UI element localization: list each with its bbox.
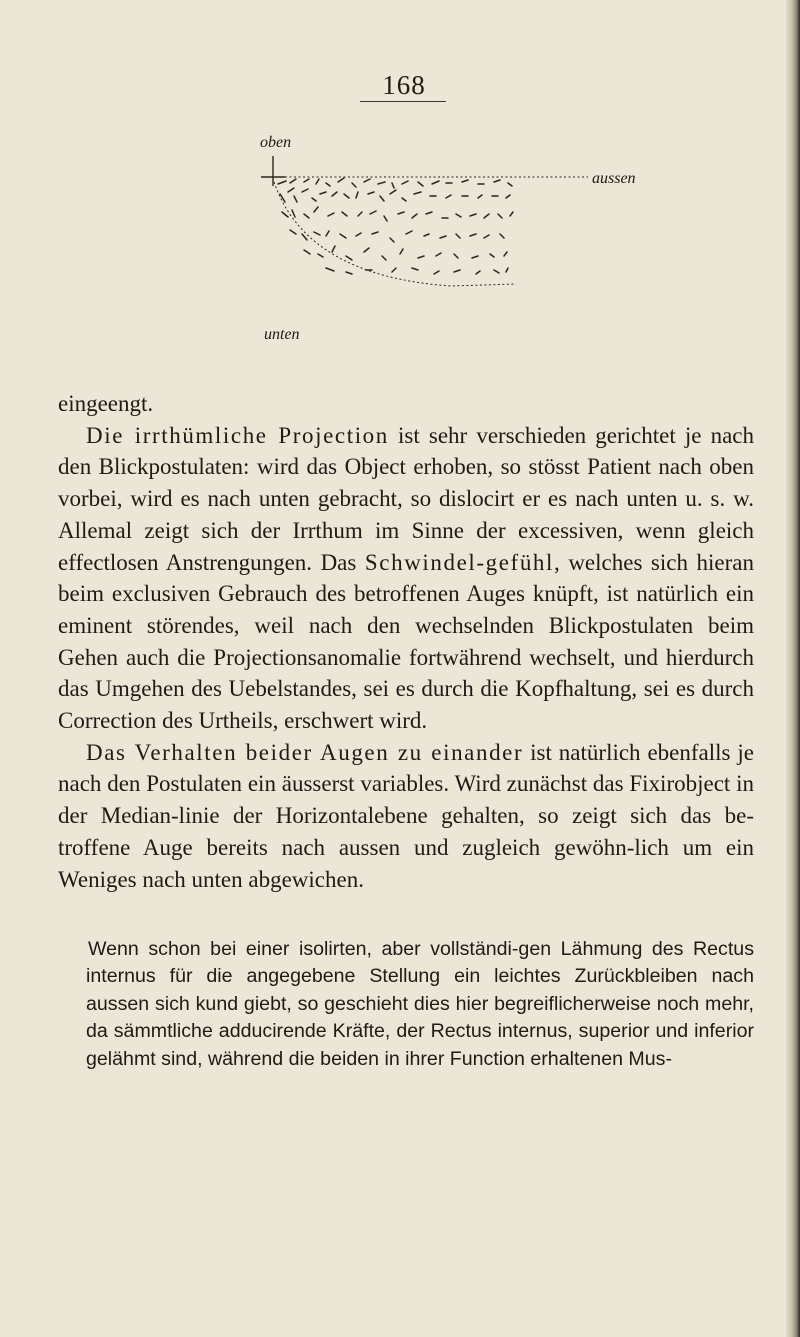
paragraph-schwindel-text: , welches sich hieran beim exclusiven Gebrauch des betroffenen Auges knüpft, ist natürlich ein eminent störendes, weil nach den wechselnden Blickpostulaten beim Gehen auch die Projectionsanomalie fortwährend wechselt, und hierdurch das Umgehen des Uebelstandes, sei es durch die Kopfhaltung, sei es durch Correction des Urtheils, erschwert wird.	[58, 549, 754, 734]
label-unten: unten	[264, 326, 300, 343]
small-print-block	[58, 936, 754, 1073]
paragraph-verhalten	[58, 737, 754, 896]
paragraph-projection-text: ist sehr verschieden gerichtet je nach den Blickpostulaten: wird das Object erhoben, so stösst Patient nach oben vorbei, wird es nach unten gebracht, so dislocirt er es nach unten u. s. w. Allemal zeigt sich der Irrthum im Sinne der excessiven, wenn gleich effectlosen Anstrengungen. Das	[58, 422, 754, 575]
projection-figure	[186, 126, 636, 376]
label-oben: oben	[260, 134, 292, 151]
paragraph-projection	[58, 420, 754, 737]
page-edge-shadow	[786, 0, 800, 1337]
small-print-paragraph: Wenn schon bei einer isolirten, aber vollständi-gen Lähmung des Rectus internus für die angegebene Stellung ein leichtes Zurückbleiben nach aussen sich kund giebt, so geschieht dies hier begreiflicherweise noch mehr, da sämmtliche adducirende Kräfte, der Rectus internus, superior und inferior gelähmt sind, während die beiden in ihrer Function erhaltenen Mus-	[86, 938, 754, 1070]
body-text	[58, 388, 754, 895]
paragraph-continuation	[58, 388, 754, 420]
paragraph-verhalten-text: ist natürlich ebenfalls je nach den Postulaten ein äusserst variables. Wird zunächst das Fixirobject in der Median-linie der Horizontalebene gehalten, so zeigt sich das be-troffene Auge bereits nach aussen und zugleich gewöhn-lich um ein Weniges nach unten abgewichen.	[58, 739, 754, 892]
page-number: 168	[382, 70, 426, 100]
projection-diagram	[186, 126, 630, 376]
label-aussen: aussen	[592, 170, 636, 187]
paragraph-continuation-text: eingeengt.	[58, 391, 154, 416]
emphasis-schwindel: Schwindel-gefühl	[364, 549, 555, 575]
emphasis-verhalten: Das Verhalten beider Augen zu einander	[86, 739, 524, 765]
displacement-marks	[278, 178, 513, 274]
emphasis-projection: Die irrthümliche Projection	[86, 422, 389, 448]
page-number-rule	[360, 101, 446, 102]
